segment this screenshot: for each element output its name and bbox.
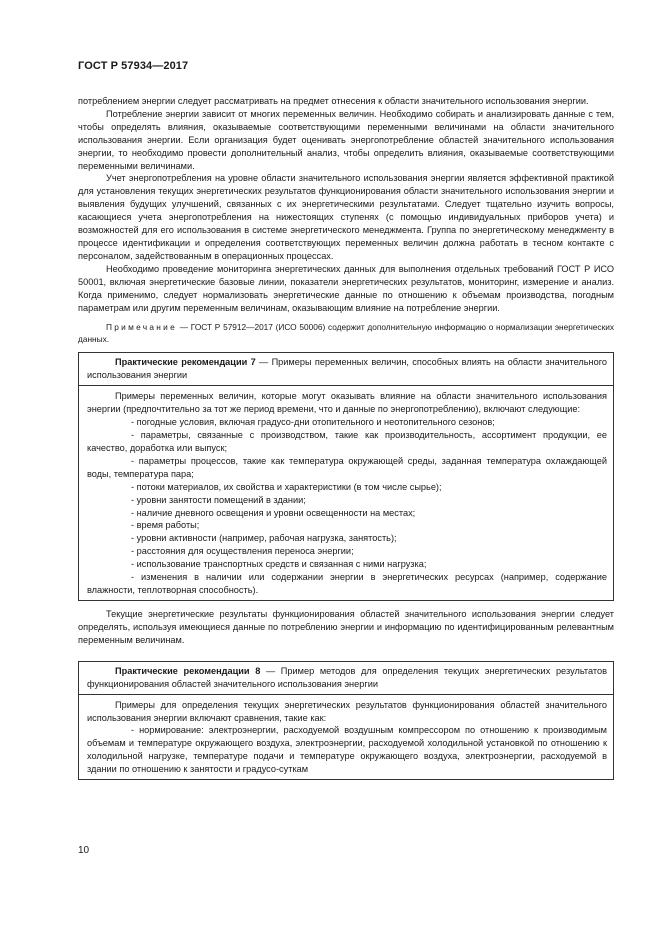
note (78, 321, 614, 345)
list-item: - наличие дневного освещения и уровни освещенности на местах; (131, 507, 416, 518)
list-item: - расстояния для осуществления переноса энергии; (131, 546, 354, 557)
paragraph-4: Необходимо проведение мониторинга энергетических данных для выполнения отдельных требований ГОСТ Р ИСО 50001, включая энергетические базовые линии, показатели энергетических результатов, мониторинг, измерение и анализ. Когда применимо, следует нормализовать энергетические данные по отношению к объемам производства, погодным параметрам или другим переменным величинам, оказывающим влияние на потребление энергии. (78, 263, 614, 313)
box-7-intro: Примеры переменных величин, которые могут оказывать влияние на области значительного использования энергии (предпочтительно за тот же период времени, что и данные по энергопотреблению), включают следующие: (87, 391, 607, 415)
page-content (78, 95, 614, 780)
paragraph-3: Учет энергопотребления на уровне области значительного использования энергии является эффективной практикой для установления текущих энергетических результатов функционирования области значительного использования энергии и выявления будущих улучшений, связанных с их энергетическими результатами. Следует тщательно изучить вопросы, касающиеся учета энергопотребления на нижестоящих ступенях (с помощью индивидуальных приборов учета) и возможностей для его использования в системе энергетического менеджмента. Группа по энергетическому менеджменту в процессе идентификации и определения соответствующих переменных величин должна работать в тесном контакте с персоналом, задействованным в операционных процессах. (78, 173, 614, 261)
box-8-intro: Примеры для определения текущих энергетических результатов функционирования областей значительного использования энергии включают сравнения, такие как: (87, 699, 607, 723)
list-item: - параметры, связанные с производством, такие как производительность, ассортимент продукции, ее качество, доработка или выпуск; (87, 430, 607, 454)
paragraph-2: Потребление энергии зависит от многих переменных величин. Необходимо собирать и анализировать данные с тем, чтобы определять влияния, оказываемые соответствующими переменными величинами на области значительного использования энергии. Если организация будет оценивать энергопотребление областей значительного использования энергии, то необходимо провести дополнительный анализ, чтобы определить влияния, оказываемые соответствующими переменными величинами. (78, 108, 614, 171)
practical-recommendation-8-box (78, 661, 614, 780)
list-item: - потоки материалов, их свойства и характеристики (в том числе сырье); (131, 481, 442, 492)
box-7-title-bold: Практические рекомендации 7 (115, 357, 256, 368)
paragraph-1: потреблением энергии следует рассматривать на предмет отнесения к области значительного использования энергии. (78, 96, 589, 106)
paragraph-5: Текущие энергетические результаты функционирования областей значительного использования энергии следует определять, используя имеющиеся данные по потреблению энергии и информацию по идентифицированным релевантным переменным величинам. (78, 608, 614, 645)
note-label: Примечание (106, 322, 178, 333)
list-item: - параметры процессов, такие как температура окружающей среды, заданная температура охлаждающей воды, температура пара; (87, 455, 607, 479)
box-7-body (79, 386, 613, 600)
list-item: - использование транспортных средств и связанная с ними нагрузка; (131, 559, 427, 570)
box-8-title-bold: Практические рекомендации 8 (115, 665, 261, 676)
list-item: - нормирование: электроэнергии, расходуемой воздушным компрессором по отношению к производимым объемам и температуре окружающего воздуха, электроэнергии, расходуемой холодильной установкой по отношению к холодильной нагрузке, температуре подачи и температуре окружающего воздуха, электроэнергии, расходуемой в здании по отношению к занятости и градусо-суткам (87, 725, 607, 775)
page-number: 10 (78, 845, 90, 856)
box-8-title (79, 662, 613, 695)
box-8-title-text: — Пример методов для определения текущих энергетических результатов функционирования областей значительного использования энергии (87, 665, 607, 689)
practical-recommendation-7-box (78, 352, 614, 601)
list-item: - изменения в наличии или содержании энергии в энергетических ресурсах (например, содержание влажности, теплотворная способность). (87, 572, 607, 595)
document-header: ГОСТ Р 57934—2017 (78, 60, 189, 72)
list-item: - уровни активности (например, рабочая нагрузка, занятость); (131, 533, 397, 544)
list-item: - время работы; (131, 520, 200, 531)
box-8-body (79, 695, 613, 779)
box-7-title-text: — Примеры переменных величин, способных влиять на области значительного использования энергии (87, 357, 607, 381)
note-text: — ГОСТ Р 57912—2017 (ИСО 50006) содержит дополнительную информацию о нормализации энергетических данных. (78, 322, 614, 345)
list-item: - погодные условия, включая градусо-дни отопительного и неотопительного сезонов; (131, 417, 495, 428)
list-item: - уровни занятости помещений в здании; (131, 494, 306, 505)
box-7-title (79, 353, 613, 386)
